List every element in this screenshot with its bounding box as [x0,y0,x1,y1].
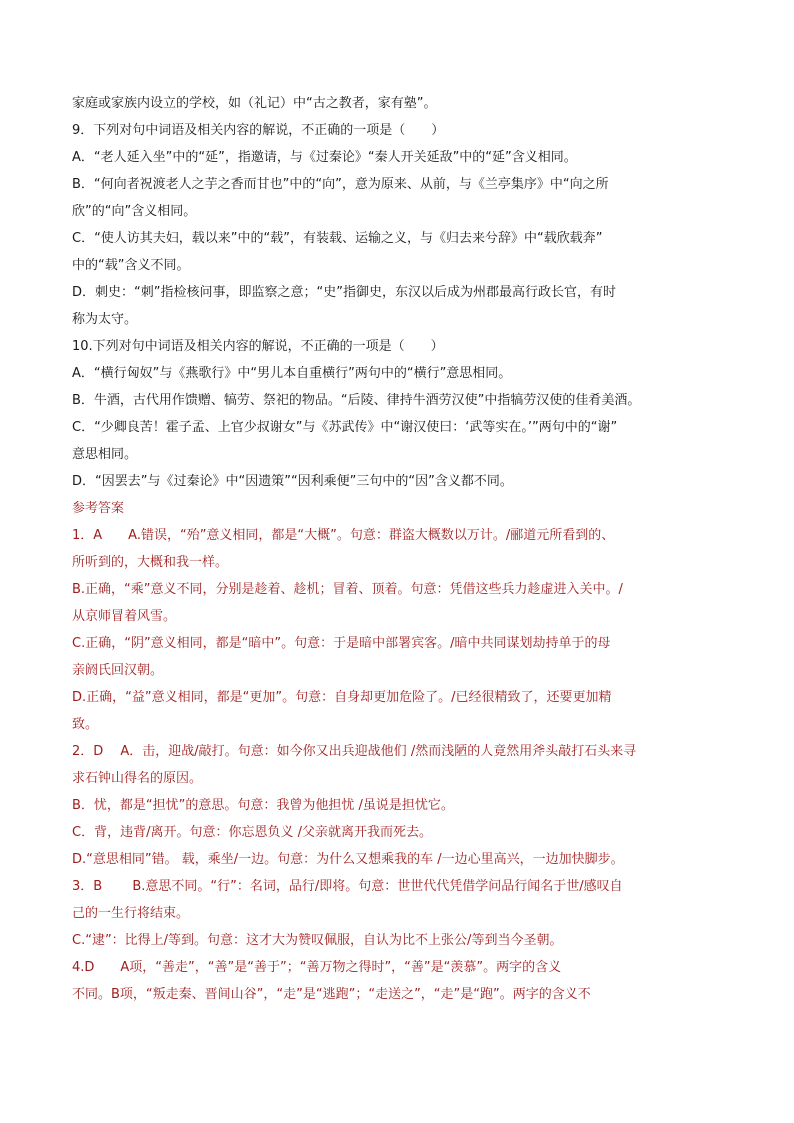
answers-heading: 参考答案 [72,501,125,516]
question-10-option-c: C．“少卿良苦！霍子孟、上官少叔谢女”与《苏武传》中“谢汉使曰：‘武等实在。’”两句中的“谢” [72,420,618,435]
answer-4: 4.D A项，“善走”，“善”是“善于”；“善万物之得时”，“善”是“羡慕”。两字的含义 [72,960,562,975]
answer-line: 致。 [72,717,99,732]
answer-line: B.正确，“乘”意义不同，分别是趁着、趁机；冒着、顶着。句意：凭借这些兵力趁虚进入关中。/ [72,582,623,597]
question-9-stem: 9．下列对句中词语及相关内容的解说，不正确的一项是（ ） [72,123,445,138]
text-line: 称为太守。 [72,312,138,327]
question-10-stem: 10.下列对句中词语及相关内容的解说，不正确的一项是（ ） [72,339,444,354]
answer-line: D.正确，“益”意义相同，都是“更加”。句意：自身却更加危险了。/已经很精致了，还要更加精 [72,690,612,705]
answer-line: 不同。B项，“叛走秦、晋间山谷”，“走”是“逃跑”；“走送之”，“走”是“跑”。两字的含义不 [72,987,591,1002]
question-9-option-c: C．“使人访其夫妇，载以来”中的“载”，有装载、运输之义，与《归去来兮辞》中“载欣载奔” [72,231,603,246]
question-10-option-b: B．牛酒，古代用作馈赠、犒劳、祭祀的物品。“后陵、律持牛酒劳汉使”中指犒劳汉使的佳肴美酒。 [72,393,641,408]
text-line: 欣”的“向”含义相同。 [72,204,197,219]
question-9-option-d: D．刺史：“刺”指检核问事，即监察之意；“史”指御史，东汉以后成为州郡最高行政长官，有时 [72,285,616,300]
answer-line: 己的一生行将结束。 [72,906,190,921]
answer-line: 从京师冒着风雪。 [72,609,177,624]
answer-line: D.“意思相同”错。 载，乘坐/一边。句意：为什么又想乘我的车 /一边心里高兴，一边加快脚步。 [72,852,624,867]
answer-line: 亲阏氏回汉朝。 [72,663,164,678]
answer-line: 求石钟山得名的原因。 [72,771,203,786]
question-10-option-a: A．“横行匈奴”与《燕歌行》中“男儿本自重横行”两句中的“横行”意思相同。 [72,366,512,381]
answer-1: 1．A A.错误，“殆”意义相同，都是“大概”。句意：群盗大概数以万计。/郦道元所看到的、 [72,528,615,543]
text-line: 家庭或家族内设立的学校，如（礼记）中“古之教者，家有塾”。 [72,96,437,111]
answer-line: C.正确，“阴”意义相同，都是“暗中”。句意：于是暗中部署宾客。/暗中共同谋划劫持单于的母 [72,636,611,651]
question-10-option-d: D．“因罢去”与《过秦论》中“因遗策”“因利乘便”三句中的“因”含义都不同。 [72,474,513,489]
answer-line: B．忧，都是“担忧”的意思。句意：我曾为他担忧 /虽说是担忧它。 [72,798,454,813]
answer-line: C.“逮”：比得上/等到。句意：这才大为赞叹佩服，自认为比不上张公/等到当今圣朝。 [72,933,563,948]
answer-line: 所听到的，大概和我一样。 [72,555,229,570]
answer-3: 3．B B.意思不同。“行”：名词，品行/即将。句意：世世代代凭借学问品行闻名于世/感叹自 [72,879,623,894]
answer-2: 2．D A．击，迎战/敲打。句意：如今你又出兵迎战他们 /然而浅陋的人竟然用斧头敲打石头来寻 [72,744,637,759]
question-9-option-b: B．“何向者祝渡老人之芋之香而甘也”中的“向”，意为原来、从前，与《兰亭集序》中“向之所 [72,177,609,192]
question-9-option-a: A．“老人延入坐”中的“延”，指邀请，与《过秦论》“秦人开关延敌”中的“延”含义相同。 [72,150,577,165]
text-line: 意思相同。 [72,447,138,462]
text-line: 中的“载”含义不同。 [72,258,190,273]
answer-line: C．背，违背/离开。句意：你忘恩负义 /父亲就离开我而死去。 [72,825,432,840]
